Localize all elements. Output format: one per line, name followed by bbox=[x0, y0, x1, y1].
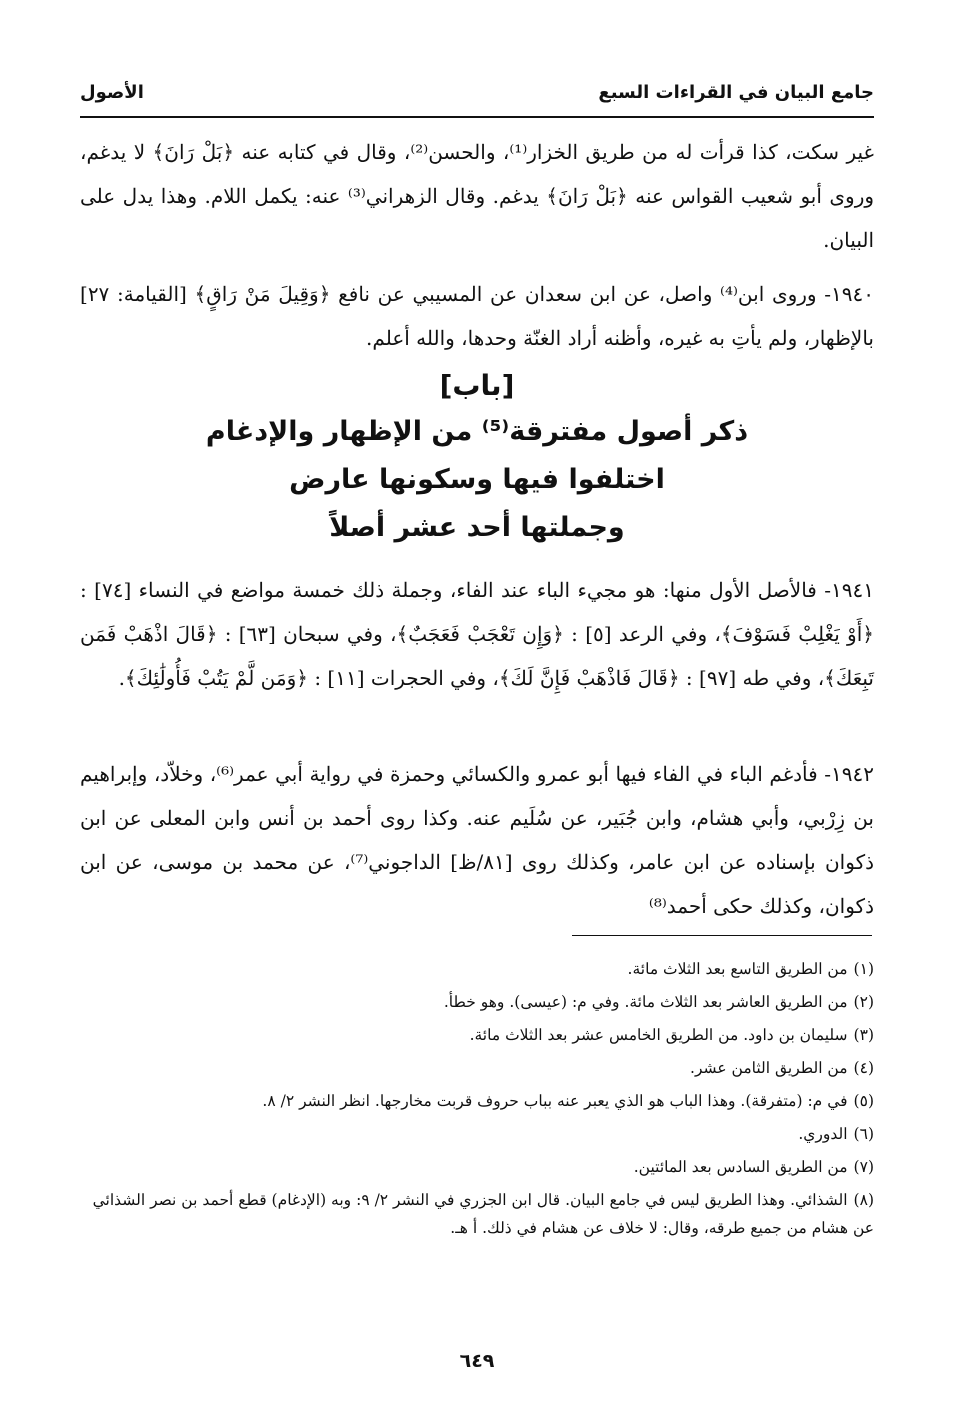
chapter-title-line-1: ذكر أصول مفترقة⁽⁵⁾ من الإظهار والإدغام bbox=[205, 416, 749, 447]
chapter-title-line-3: وجملتها أحد عشر أصلاً bbox=[329, 512, 625, 543]
running-header bbox=[80, 82, 874, 112]
footnote-number: (٢) bbox=[853, 993, 874, 1011]
footnotes bbox=[80, 955, 874, 1247]
footnote-number: (١) bbox=[853, 960, 874, 978]
footnote-number: (٦) bbox=[853, 1125, 874, 1143]
footnote-number: (٤) bbox=[853, 1059, 874, 1077]
footnote-number: (٥) bbox=[853, 1092, 874, 1110]
footnote-text: من الطريق التاسع بعد الثلاث مائة. bbox=[627, 960, 848, 978]
footnote-text: الدوري. bbox=[798, 1125, 848, 1143]
paragraph-1: غير سكت، كذا قرأت له من طريق الخزار⁽¹⁾، والحسن⁽²⁾، وقال في كتابه عنه ﴿بَلْ رَانَ﴾ لا يدغم، وروى أبو شعيب القواس عنه ﴿بَلْ رَانَ﴾ يدغم. وقال الزهراني⁽³⁾ عنه: يكمل اللام. وهذا يدل على البيان. bbox=[80, 140, 875, 252]
page-number: ٦٤٩ bbox=[459, 1350, 495, 1372]
footnote-7 bbox=[80, 1153, 874, 1181]
paragraph-1940: ١٩٤٠- وروى ابن⁽⁴⁾ واصل، عن ابن سعدان عن المسيبي عن نافع ﴿وَقِيلَ مَنْ رَاقٍ﴾ [القيامة: ٢٧] بالإظهار، ولم يأتِ به غيره، وأظنه أراد الغنّة وحدها، والله أعلم. bbox=[80, 282, 874, 350]
footnote-text: في م: (متفرقة). وهذا الباب هو الذي يعبر عنه بباب حروف قربت مخارجها. انظر النشر ٢/ ٨. bbox=[262, 1092, 848, 1110]
footnote-text: من الطريق الثامن عشر. bbox=[690, 1059, 848, 1077]
paragraph-1942: ١٩٤٢- فأدغم الباء في الفاء فيها أبو عمرو والكسائي وحمزة في رواية أبي عمر⁽⁶⁾، وخلاّد، وإبراهيم بن زِرْبي، وأبي هشام، وابن جُبَير، عن سُلَيم عنه. وكذا روى أحمد بن أنس وابن المعلى عن ابن ذكوان بإسناده عن ابن عامر، وكذلك روى [٨١/ظ] الداجوني⁽⁷⁾، عن محمد بن موسى، عن ابن ذكوان، وكذلك حكى أحمد⁽⁸⁾ bbox=[80, 762, 875, 918]
footnote-number: (٨) bbox=[853, 1191, 874, 1209]
section-title: الأصول bbox=[80, 82, 144, 103]
footnote-text: الشذائي. وهذا الطريق ليس في جامع البيان. قال ابن الجزري في النشر ٢/ ٩: وبه (الإدغام) قطع أحمد بن نصر الشذائي عن هشام من جميع طرقه، وقال: لا خلاف عن هشام في ذلك. أ هـ. bbox=[92, 1191, 874, 1237]
footnote-separator bbox=[572, 935, 872, 936]
book-title: جامع البيان في القراءات السبع bbox=[598, 82, 874, 103]
footnote-text: من الطريق العاشر بعد الثلاث مائة. وفي م: (عيسى). وهو خطأ. bbox=[443, 993, 848, 1011]
footnote-number: (٧) bbox=[853, 1158, 874, 1176]
footnote-4 bbox=[80, 1054, 874, 1082]
chapter-heading bbox=[80, 364, 874, 552]
footnote-text: من الطريق السادس بعد المائتين. bbox=[633, 1158, 848, 1176]
footnote-8 bbox=[80, 1186, 874, 1242]
chapter-title-line-2: اختلفوا فيها وسكونها عارض bbox=[289, 464, 665, 495]
footnote-number: (٣) bbox=[853, 1026, 874, 1044]
footnote-2 bbox=[80, 988, 874, 1016]
footnote-6 bbox=[80, 1120, 874, 1148]
footnote-1 bbox=[80, 955, 874, 983]
footnote-5 bbox=[80, 1087, 874, 1115]
paragraph-1941: ١٩٤١- فالأصل الأول منها: هو مجيء الباء عند الفاء، وجملة ذلك خمسة مواضع في النساء [٧٤] : ﴿أَوْ يَغْلِبْ فَسَوْفَ﴾، وفي الرعد [٥] : ﴿وَإِن تَعْجَبْ فَعَجَبٌ﴾، وفي سبحان [٦٣] : ﴿قَالَ اذْهَبْ فَمَن تَبِعَكَ﴾، وفي طه [٩٧] : ﴿قَالَ فَاذْهَبْ فَإِنَّ لَكَ﴾، وفي الحجرات [١١] : ﴿وَمَن لَّمْ يَتُبْ فَأُولَٰئِكَ﴾. bbox=[80, 578, 874, 690]
footnote-3 bbox=[80, 1021, 874, 1049]
header-rule bbox=[80, 116, 874, 118]
chapter-label: [باب] bbox=[439, 369, 515, 402]
footnote-text: سليمان بن داود. من الطريق الخامس عشر بعد الثلاث مائة. bbox=[469, 1026, 848, 1044]
